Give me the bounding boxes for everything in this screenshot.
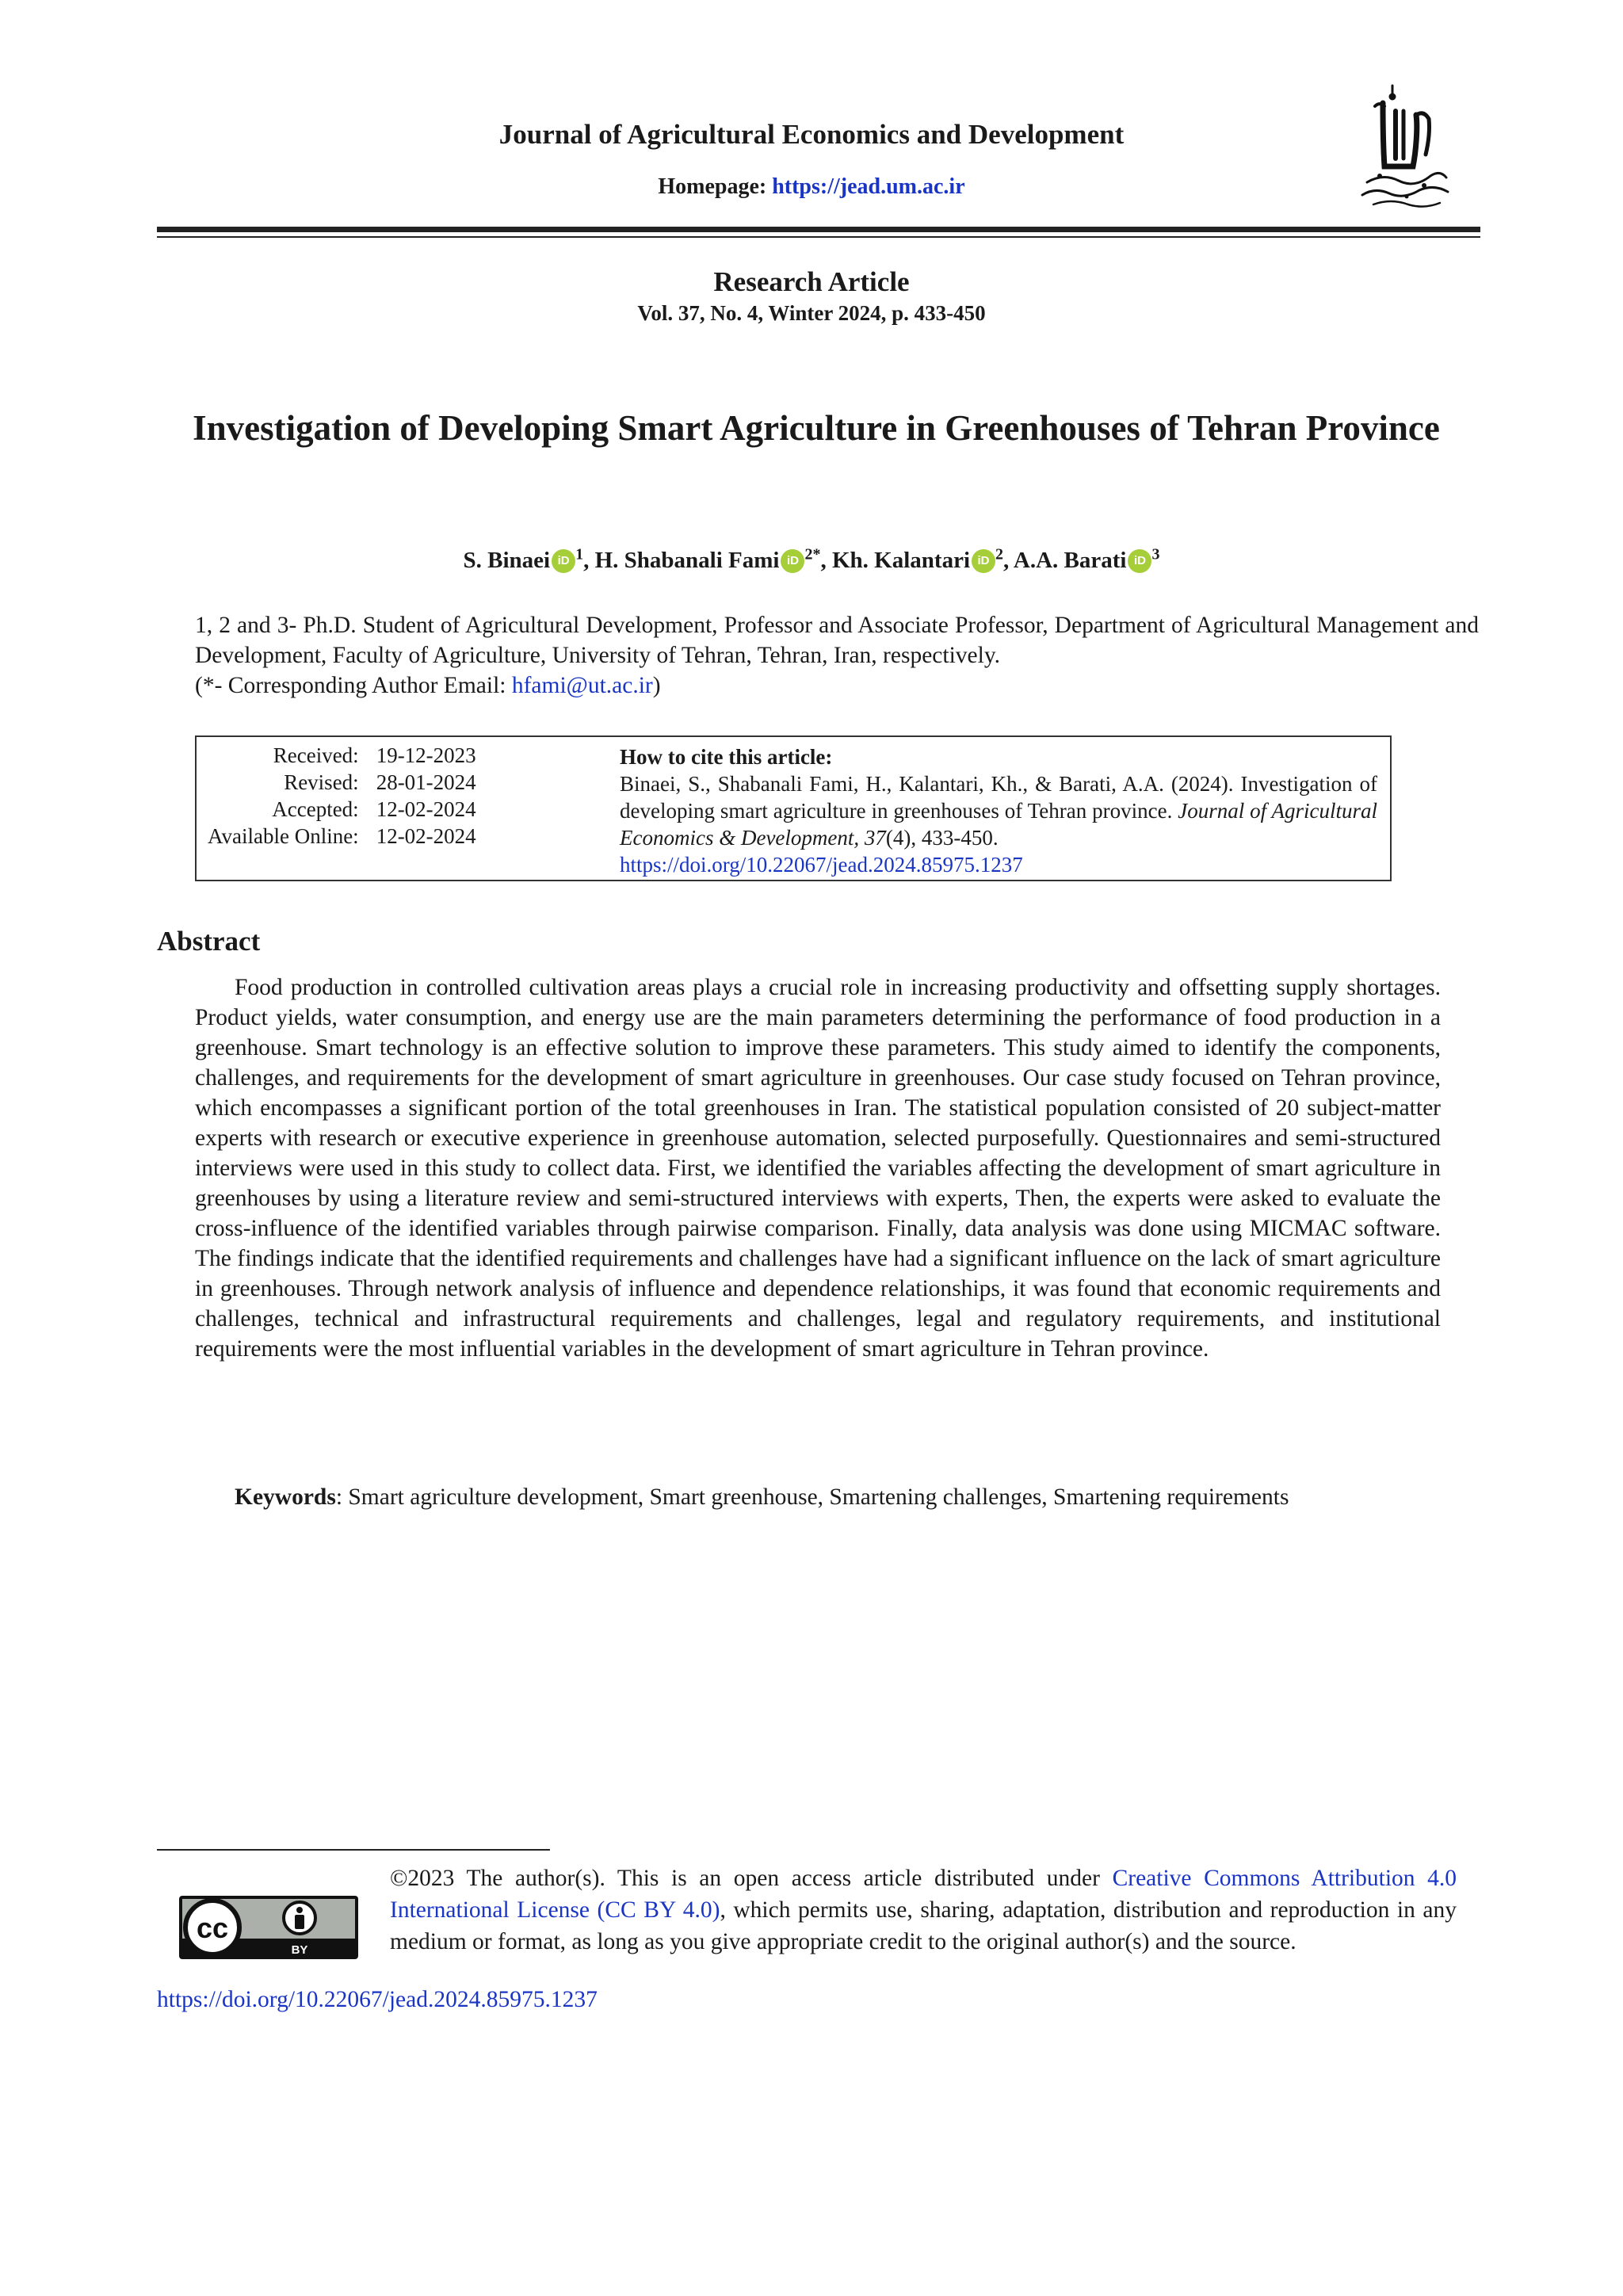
corresponding-prefix: (*- Corresponding Author Email: — [195, 673, 512, 698]
affiliation — [195, 610, 1479, 701]
date-label: Accepted: — [272, 797, 359, 821]
orcid-icon[interactable]: iD — [781, 549, 804, 573]
author-list — [0, 545, 1623, 574]
date-value: 19-12-2023 — [376, 743, 476, 767]
university-logo — [1351, 79, 1454, 218]
author: Kh. Kalantari iD $^2$, — [831, 545, 1014, 573]
corresponding-email-link[interactable]: hfami@ut.ac.ir — [511, 673, 653, 698]
author: H. Shabanali Fami iD $^{2*}$, — [594, 545, 832, 573]
date-value: 12-02-2024 — [376, 797, 476, 821]
footer-doi-link[interactable]: https://doi.org/10.22067/jead.2024.85975.1237 — [157, 1987, 598, 2012]
author: A.A. Barati iD $^3$ — [1013, 545, 1160, 573]
date-label: Revised: — [284, 770, 359, 794]
abstract-text: Food production in controlled cultivation areas plays a crucial role in increasing productivity and offsetting supply shortages. Product yields, water consumption, and energy use are the main parameters determining the performance of food production in a greenhouse. Smart technology is an effective solution to improve these parameters. This study aimed to identify the components, challenges, and requirements for the development of smart agriculture in greenhouses. Our case study focused on Tehran province, which encompasses a significant portion of the total greenhouses in Iran. The statistical population consisted of 20 subject-matter experts with research or executive experience in greenhouse automation, selected purposefully. Questionnaires and semi-structured interviews were used in this study to collect data. First, we identified the variables affecting the development of smart agriculture in greenhouses by using a literature review and semi-structured interviews with experts, Then, the experts were asked to evaluate the cross-influence of the identified variables through pairwise comparison. Finally, data analysis was done using MICMAC software. The findings indicate that the identified requirements and challenges have had a significant influence on the lack of smart agriculture in greenhouses. Through network analysis of influence and dependence relationships, it was found that economic requirements and challenges, technical and infrastructural requirements and challenges, legal and regulatory requirements, and institutional requirements were the most influential variables in the development of smart agriculture in Tehran province. — [195, 975, 1441, 1362]
keywords-label: Keywords — [235, 1484, 336, 1510]
header-rule-thin — [157, 236, 1480, 238]
citation-journal: Journal of Agricultural Economics & Development, 37 — [620, 799, 1377, 850]
homepage-link[interactable]: https://jead.um.ac.ir — [772, 174, 965, 199]
homepage-label: Homepage: — [658, 174, 767, 199]
license-notice — [390, 1862, 1457, 1958]
citation-text: Binaei, S., Shabanali Fami, H., Kalantari, Kh., & Barati, A.A. (2024). Investigation of developing smart agriculture in greenhouses of Tehran province. — [620, 772, 1377, 823]
license-text-before: ©2023 The author(s). This is an open access article distributed under — [390, 1866, 1113, 1891]
by-text: BY — [291, 1943, 308, 1957]
cc-text: cc — [196, 1912, 229, 1944]
citation-heading: How to cite this article: — [620, 745, 833, 769]
date-label: Available Online: — [208, 824, 359, 848]
article-title: Investigation of Developing Smart Agriculture in Greenhouses of Tehran Province — [193, 408, 1440, 448]
date-row — [208, 823, 476, 850]
keywords-text: : Smart agriculture development, Smart greenhouse, Smartening challenges, Smartening requirements — [335, 1484, 1289, 1510]
article-info-box — [195, 735, 1392, 881]
license-text-after: , which permits use, sharing, adaptation, distribution and reproduction in any medium or format, as long as you give appropriate credit to the original author(s) and the source. — [390, 1897, 1457, 1954]
orcid-icon[interactable]: iD — [972, 549, 995, 573]
citation-issue-pages: (4), 433-450. — [885, 826, 999, 850]
article-type: Research Article — [713, 266, 910, 297]
author: S. Binaei iD $^1$, — [463, 545, 595, 573]
footnote-rule — [157, 1849, 550, 1851]
affiliation-text: 1, 2 and 3- Ph.D. Student of Agricultural Development, Professor and Associate Professor, Department of Agricultural Management and Development, Faculty of Agriculture, University of Tehran, Tehran, Iran, respectively. — [195, 613, 1479, 668]
citation-block — [620, 743, 1377, 878]
volume-info: Vol. 37, No. 4, Winter 2024, p. 433-450 — [637, 301, 986, 325]
date-row — [208, 769, 476, 796]
orcid-icon[interactable]: iD — [1128, 549, 1151, 573]
date-value: 12-02-2024 — [376, 824, 476, 848]
cc-by-license-badge[interactable] — [179, 1896, 358, 1959]
citation-doi-link[interactable]: https://doi.org/10.22067/jead.2024.85975.1237 — [620, 853, 1023, 877]
header-rule-thick — [157, 227, 1480, 232]
date-row — [208, 796, 476, 823]
date-label: Received: — [273, 743, 359, 767]
journal-title: Journal of Agricultural Economics and Development — [498, 119, 1125, 150]
abstract-heading: Abstract — [157, 926, 261, 957]
dates-table — [208, 742, 476, 850]
keywords — [195, 1482, 1441, 1512]
date-row — [208, 742, 476, 769]
corresponding-suffix: ) — [652, 673, 661, 698]
orcid-icon[interactable]: iD — [552, 549, 575, 573]
date-value: 28-01-2024 — [376, 770, 476, 794]
license-link[interactable]: Creative Commons Attribution 4.0 International License (CC BY 4.0) — [390, 1866, 1457, 1923]
